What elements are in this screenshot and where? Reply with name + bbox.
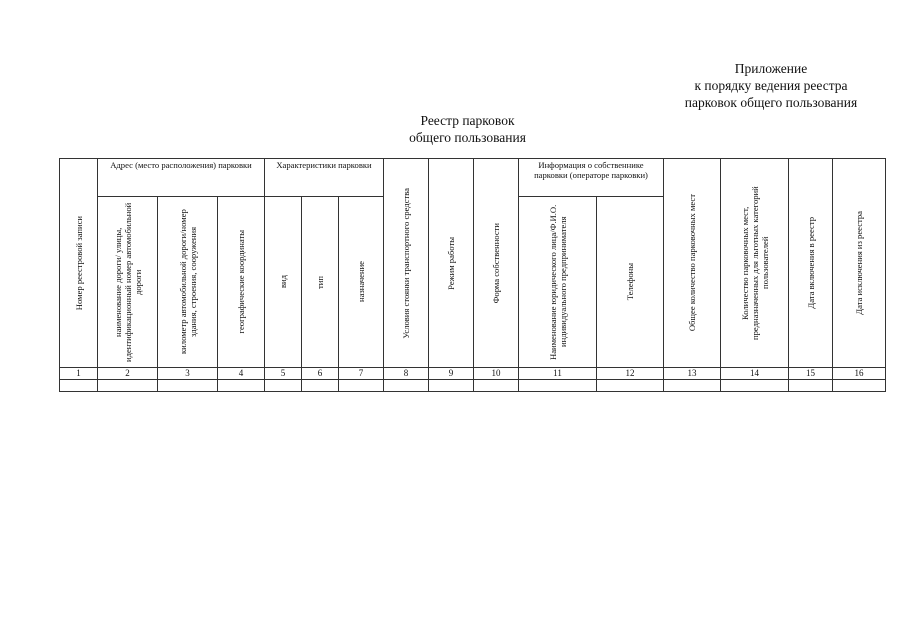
header-date-in <box>789 159 833 368</box>
registry-title <box>360 112 575 146</box>
header-benefit-spaces-label: Количество парковочных мест, предназначенных для льготных категорий пользователей <box>739 186 770 340</box>
column-number: 16 <box>833 368 886 380</box>
column-number: 13 <box>664 368 721 380</box>
column-number: 12 <box>597 368 664 380</box>
column-number: 9 <box>429 368 474 380</box>
column-number: 14 <box>721 368 789 380</box>
appendix-line-3: парковок общего пользования <box>684 95 858 110</box>
header-ownership-label: Форма собственности <box>491 222 501 304</box>
empty-cell <box>789 380 833 392</box>
header-benefit-spaces <box>721 159 789 368</box>
column-number: 4 <box>218 368 265 380</box>
header-type-label: тип <box>315 275 325 289</box>
column-number: 7 <box>339 368 384 380</box>
header-date-in-label: Дата включения в реестр <box>805 217 816 309</box>
header-phones <box>597 197 664 368</box>
column-number: 2 <box>98 368 158 380</box>
registry-title-line-2: общего пользования <box>409 130 526 145</box>
header-purpose-label: назначение <box>356 261 366 303</box>
empty-cell <box>60 380 98 392</box>
header-group-owner <box>519 159 664 197</box>
column-number: 6 <box>302 368 339 380</box>
header-geo <box>218 197 265 368</box>
column-number: 11 <box>519 368 597 380</box>
column-number-row <box>60 368 886 380</box>
header-group-address <box>98 159 265 197</box>
header-date-out-label: Дата исключения из реестра <box>854 211 864 315</box>
empty-cell <box>519 380 597 392</box>
header-purpose <box>339 197 384 368</box>
table-header-row <box>60 159 886 197</box>
empty-cell <box>721 380 789 392</box>
header-street <box>98 197 158 368</box>
empty-cell <box>429 380 474 392</box>
empty-cell <box>833 380 886 392</box>
header-phones-label: Телефоны <box>625 263 635 301</box>
empty-cell <box>339 380 384 392</box>
empty-cell <box>384 380 429 392</box>
header-date-out <box>833 159 886 368</box>
header-owner-name <box>519 197 597 368</box>
header-group-characteristics <box>265 159 384 197</box>
appendix-line-1: Приложение <box>734 61 808 76</box>
header-type <box>302 197 339 368</box>
header-schedule-label: Режим работы <box>446 236 456 290</box>
header-total-spaces-label: Общее количество парковочных мест <box>687 194 697 332</box>
header-street-label: наименование дороги/ улицы, идентификационный номер автомобильной дороги <box>112 202 143 362</box>
header-group-owner-label: Информация о собственнике парковки (операторе парковки) <box>534 160 648 180</box>
column-number: 15 <box>789 368 833 380</box>
header-conditions-label: Условия стоянки транспортного средства <box>401 187 411 339</box>
empty-cell <box>474 380 519 392</box>
registry-title-line-1: Реестр парковок <box>420 113 515 128</box>
header-kind <box>265 197 302 368</box>
empty-cell <box>302 380 339 392</box>
header-record-number-label: Номер реестровой записи <box>73 215 84 311</box>
header-km <box>158 197 218 368</box>
empty-cell <box>158 380 218 392</box>
header-conditions <box>384 159 429 368</box>
header-kind-label: вид <box>278 275 288 289</box>
header-group-address-label: Адрес (место расположения) парковки <box>110 160 252 170</box>
column-number: 8 <box>384 368 429 380</box>
column-number: 3 <box>158 368 218 380</box>
header-total-spaces <box>664 159 721 368</box>
registry-table <box>59 158 886 392</box>
column-number: 5 <box>265 368 302 380</box>
empty-cell <box>98 380 158 392</box>
header-record-number <box>60 159 98 368</box>
column-number: 10 <box>474 368 519 380</box>
empty-data-row <box>60 380 886 392</box>
header-owner-name-label: Наименование юридического лица/Ф.И.О. индивидуального предпринимателя <box>547 204 568 360</box>
column-number: 1 <box>60 368 98 380</box>
header-km-label: километр автомобильной дороги/номер здания, строения, сооружения <box>177 209 198 355</box>
empty-cell <box>218 380 265 392</box>
appendix-caption <box>640 60 902 111</box>
header-geo-label: географические координаты <box>236 230 246 334</box>
empty-cell <box>265 380 302 392</box>
empty-cell <box>664 380 721 392</box>
appendix-line-2: к порядку ведения реестра <box>694 78 848 93</box>
empty-cell <box>597 380 664 392</box>
header-ownership <box>474 159 519 368</box>
header-group-characteristics-label: Характеристики парковки <box>276 160 372 170</box>
header-schedule <box>429 159 474 368</box>
